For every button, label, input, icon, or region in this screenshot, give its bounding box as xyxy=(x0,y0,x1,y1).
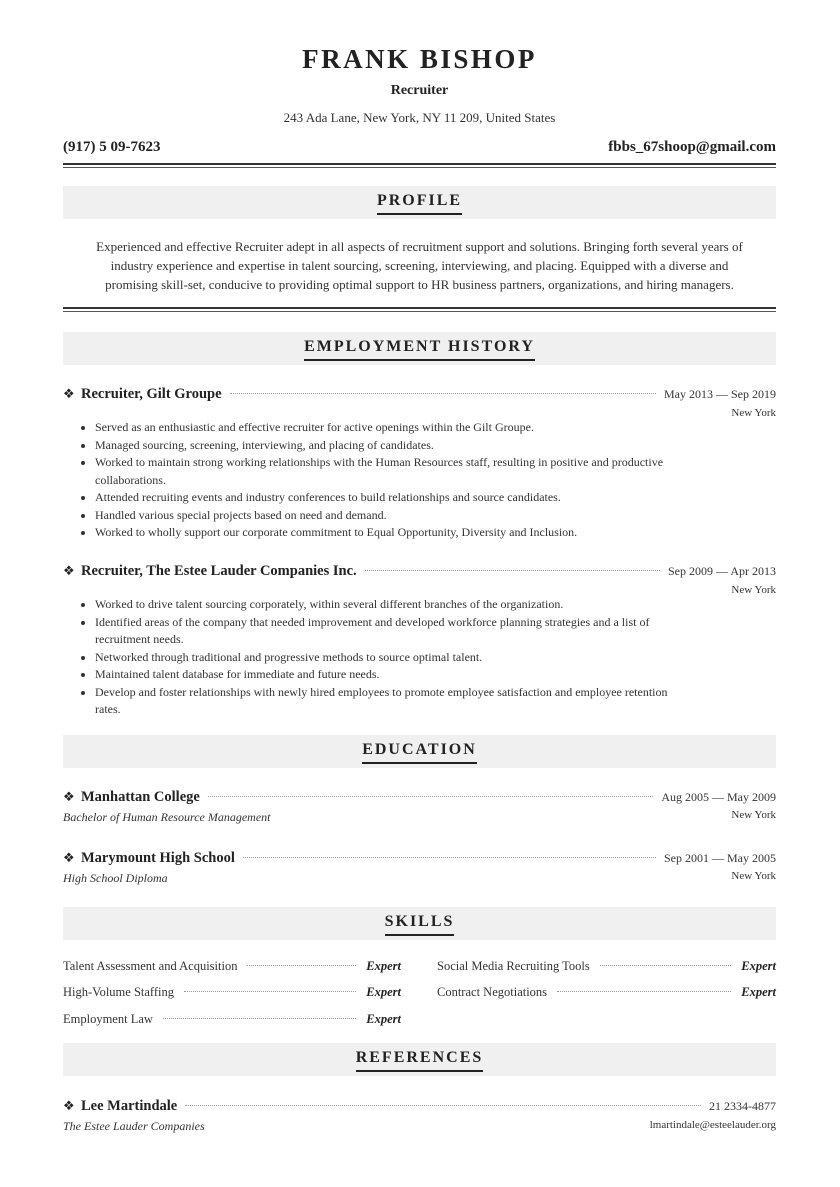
skill-item xyxy=(63,985,401,1003)
bullet: • Worked to drive talent sourcing corporately, within several different branches of the organization. xyxy=(95,596,675,614)
section-title: EDUCATION xyxy=(362,741,477,764)
education-entry-header xyxy=(63,789,776,807)
job-dates: Sep 2009 — Apr 2013 xyxy=(668,564,776,578)
profile-summary: Experienced and effective Recruiter adept in all aspects of recruitment support and solutions. Bringing forth several years of industry experience and expertise in talent sourcing, screening, interviewing, and placing. Equipped with a diverse and promising skill-set, conducive to providing optimal support to HR business partners, organizations, and hiring managers. xyxy=(96,239,743,292)
address: 2​43 Ada Lane, New York, NY 11 209, United States xyxy=(283,110,556,125)
reference-email-link[interactable]: lmartindale@esteelauder.org xyxy=(649,1119,776,1131)
flower-bullet-icon: ❖ xyxy=(63,789,75,804)
header-divider-thin xyxy=(63,167,776,168)
job-entry-header xyxy=(63,386,776,404)
bullet: • Served as an enthusiastic and effective recruiter for active openings within the Gilt Groupe. xyxy=(95,419,675,437)
bullet: • Identified areas of the company that needed improvement and developed workforce planning strategies and a list of recruitment needs. xyxy=(95,614,675,649)
bullet: • Managed sourcing, screening, interviewing, and placing of candidates. xyxy=(95,437,675,455)
job-bullets xyxy=(77,419,675,542)
skill-name: Talent Assessment and Acquisition xyxy=(63,959,238,973)
skill-level: Expert xyxy=(366,1012,401,1026)
bullet: • Networked through traditional and progressive methods to source optimal talent. xyxy=(95,649,675,667)
flower-bullet-icon: ❖ xyxy=(63,563,75,578)
skill-item xyxy=(437,985,776,1003)
header-divider xyxy=(63,163,776,165)
phone: (917) 5 09-7623 xyxy=(63,139,161,155)
bullet: • Attended recruiting events and industry conferences to build relationships and source candidates. xyxy=(95,489,675,507)
job-dates: May 2013 — Sep 2019 xyxy=(664,387,776,401)
section-employment-header xyxy=(63,332,776,365)
section-title: EMPLOYMENT HISTORY xyxy=(304,338,535,361)
skill-item xyxy=(63,1012,401,1030)
education-location: New York xyxy=(731,809,776,821)
degree: High School Diploma xyxy=(63,871,168,885)
job-title: Recruiter, The Estee Lauder Companies Inc. xyxy=(81,563,357,579)
reference-company: The Estee Lauder Companies xyxy=(63,1119,205,1133)
job-location: New York xyxy=(731,584,776,596)
education-entry-header xyxy=(63,850,776,868)
reference-entry-header xyxy=(63,1098,776,1116)
skill-name: Social Media Recruiting Tools xyxy=(437,959,590,973)
profile-divider-thin xyxy=(63,311,776,312)
dot-leader xyxy=(185,1105,701,1106)
job-title: Recruiter, Gilt Groupe xyxy=(81,386,222,402)
reference-phone: 21 2334-4877 xyxy=(709,1099,776,1113)
flower-bullet-icon: ❖ xyxy=(63,386,75,401)
flower-bullet-icon: ❖ xyxy=(63,850,75,865)
skill-name: Employment Law xyxy=(63,1012,153,1026)
degree: Bachelor of Human Resource Management xyxy=(63,810,271,824)
skill-level: Expert xyxy=(366,959,401,973)
section-references-header xyxy=(63,1043,776,1076)
dot-leader xyxy=(557,991,731,992)
skill-item xyxy=(63,959,401,977)
education-dates: Aug 2005 — May 2009 xyxy=(661,790,776,804)
profile-divider xyxy=(63,307,776,309)
bullet: • Handled various special projects based on need and demand. xyxy=(95,507,675,525)
job-location: New York xyxy=(731,407,776,419)
job-entry-header xyxy=(63,563,776,581)
dot-leader xyxy=(600,965,732,966)
education-location: New York xyxy=(731,870,776,882)
dot-leader xyxy=(230,393,656,394)
section-title: PROFILE xyxy=(377,192,462,215)
bullet: • Worked to maintain strong working relationships with the Human Resources staff, resulting in positive and productive collaborations. xyxy=(95,454,675,489)
candidate-name: FRANK BISHOP xyxy=(302,44,537,74)
dot-leader xyxy=(243,857,656,858)
dot-leader xyxy=(247,965,356,966)
skill-level: Expert xyxy=(741,959,776,973)
skill-name: Contract Negotiations xyxy=(437,985,548,999)
section-title: SKILLS xyxy=(385,913,455,936)
reference-name: Lee Martindale xyxy=(81,1098,178,1114)
skill-level: Expert xyxy=(741,985,776,999)
skill-item xyxy=(437,959,776,977)
dot-leader xyxy=(365,570,660,571)
dot-leader xyxy=(184,991,356,992)
job-title: Recruiter xyxy=(390,83,449,98)
section-profile-header xyxy=(63,186,776,219)
section-education-header xyxy=(63,735,776,768)
skill-name: High-Volume Staffing xyxy=(63,985,174,999)
dot-leader xyxy=(163,1018,356,1019)
bullet: • Worked to wholly support our corporate commitment to Equal Opportunity, Diversity and Inclusion. xyxy=(95,524,675,542)
skill-level: Expert xyxy=(366,985,401,999)
section-skills-header xyxy=(63,907,776,940)
bullet: • Maintained talent database for immediate and future needs. xyxy=(95,666,675,684)
job-bullets xyxy=(77,596,675,719)
flower-bullet-icon: ❖ xyxy=(63,1098,75,1113)
school-name: Manhattan College xyxy=(81,789,200,805)
dot-leader xyxy=(208,796,654,797)
email-link[interactable]: fbbs_67shoop@gmail.com xyxy=(608,139,776,155)
section-title: REFERENCES xyxy=(356,1049,484,1072)
school-name: Marymount High School xyxy=(81,850,235,866)
education-dates: Sep 2001 — May 2005 xyxy=(664,851,776,865)
bullet: • Develop and foster relationships with newly hired employees to promote employee satisfaction and employee retention rates. xyxy=(95,684,675,719)
